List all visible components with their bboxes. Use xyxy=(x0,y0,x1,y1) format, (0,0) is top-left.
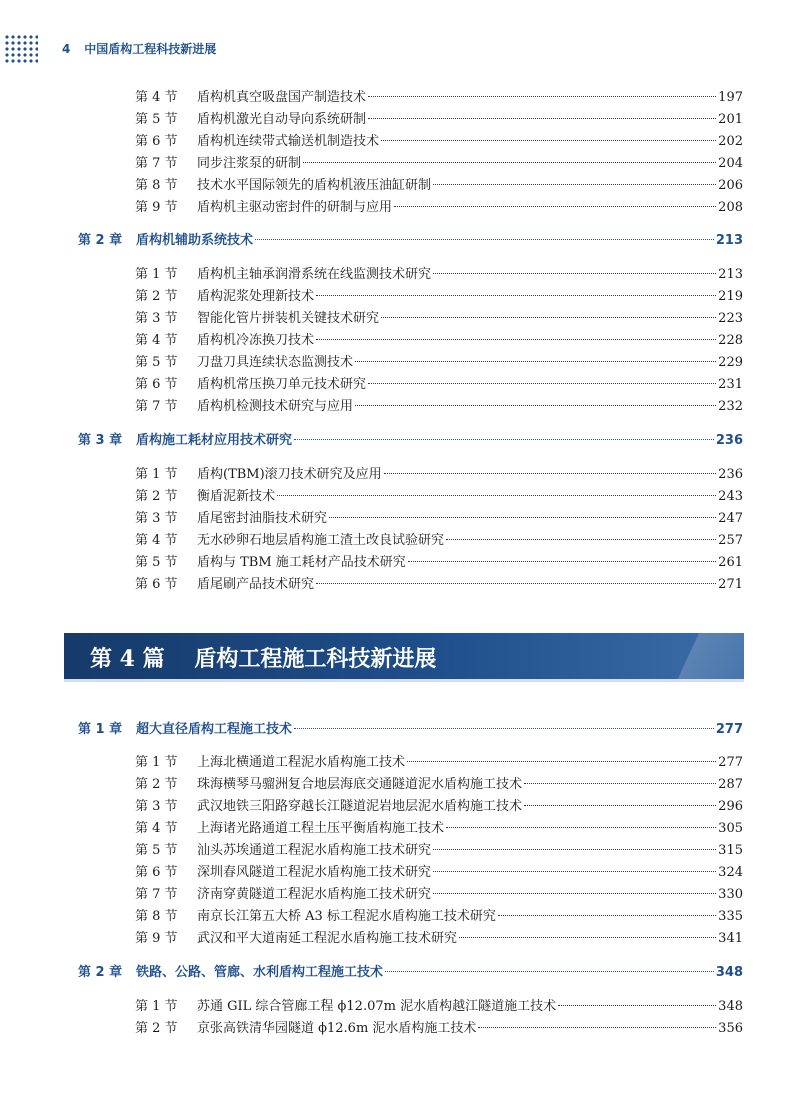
entry-page: 213 xyxy=(715,233,743,248)
toc-section-entry[interactable] xyxy=(135,89,743,107)
entry-label: 第 7 节 xyxy=(135,887,178,902)
entry-label: 第 1 节 xyxy=(135,267,178,282)
toc-section-entry[interactable] xyxy=(135,266,743,284)
dot-leader xyxy=(384,472,716,474)
entry-title: 珠海横琴马骝洲复合地层海底交通隧道泥水盾构施工技术 xyxy=(197,777,523,792)
entry-page: 305 xyxy=(718,821,743,836)
toc-section-entry[interactable] xyxy=(135,111,743,129)
banner-shadow xyxy=(64,679,744,682)
dot-leader xyxy=(385,970,714,972)
toc-section-entry[interactable] xyxy=(135,554,743,572)
entry-page: 232 xyxy=(718,399,743,414)
entry-page: 202 xyxy=(718,134,743,149)
dot-leader xyxy=(355,360,716,362)
entry-page: 315 xyxy=(718,843,743,858)
toc-section-entry[interactable] xyxy=(135,466,743,484)
toc-section-entry[interactable] xyxy=(135,332,743,350)
toc-section-entry[interactable] xyxy=(135,376,743,394)
entry-page: 231 xyxy=(718,377,743,392)
entry-title: 盾构机主驱动密封件的研制与应用 xyxy=(197,200,393,215)
entry-label: 第 5 节 xyxy=(135,843,178,858)
entry-title: 盾构泥浆处理新技术 xyxy=(197,289,315,304)
entry-title: 上海诸光路通道工程土压平衡盾构施工技术 xyxy=(197,821,445,836)
entry-title: 铁路、公路、管廊、水利盾构工程施工技术 xyxy=(136,965,384,980)
entry-title: 技术水平国际领先的盾构机液压油缸研制 xyxy=(197,178,432,193)
entry-label: 第 9 节 xyxy=(135,200,178,215)
header-book-title: 中国盾构工程科技新进展 xyxy=(84,42,217,56)
dot-leader xyxy=(277,494,716,496)
entry-label: 第 3 节 xyxy=(135,311,178,326)
entry-title: 智能化管片拼装机关键技术研究 xyxy=(197,311,380,326)
dot-leader xyxy=(329,516,716,518)
entry-label: 第 1 节 xyxy=(135,755,178,770)
toc-chapter-entry[interactable] xyxy=(78,232,743,250)
entry-label: 第 2 章 xyxy=(78,965,123,980)
entry-label: 第 7 节 xyxy=(135,156,178,171)
entry-label: 第 4 节 xyxy=(135,90,178,105)
entry-label: 第 1 章 xyxy=(78,722,123,737)
dot-leader xyxy=(459,936,716,938)
entry-title: 南京长江第五大桥 A3 标工程泥水盾构施工技术研究 xyxy=(197,909,496,924)
entry-label: 第 8 节 xyxy=(135,178,178,193)
entry-label: 第 2 章 xyxy=(78,233,123,248)
toc-section-entry[interactable] xyxy=(135,820,743,838)
toc-section-entry[interactable] xyxy=(135,930,743,948)
entry-page: 257 xyxy=(718,533,743,548)
entry-page: 204 xyxy=(718,156,743,171)
toc-section-entry[interactable] xyxy=(135,842,743,860)
toc-chapter-entry[interactable] xyxy=(78,432,743,450)
dot-leader xyxy=(558,1004,716,1006)
entry-title: 京张高铁清华园隧道 ϕ12.6m 泥水盾构施工技术 xyxy=(197,1021,477,1036)
entry-title: 盾构机激光自动导向系统研制 xyxy=(197,112,367,127)
entry-page: 287 xyxy=(718,777,743,792)
entry-title: 盾构(TBM)滚刀技术研究及应用 xyxy=(197,467,382,482)
entry-page: 348 xyxy=(718,999,743,1014)
entry-title: 汕头苏埃通道工程泥水盾构施工技术研究 xyxy=(197,843,432,858)
toc-section-entry[interactable] xyxy=(135,354,743,372)
entry-page: 213 xyxy=(718,267,743,282)
entry-title: 盾构机主轴承润滑系统在线监测技术研究 xyxy=(197,267,432,282)
entry-page: 236 xyxy=(718,467,743,482)
entry-title: 盾构机冷冻换刀技术 xyxy=(197,333,315,348)
dot-leader xyxy=(303,161,716,163)
dot-leader xyxy=(433,848,716,850)
entry-page: 228 xyxy=(718,333,743,348)
dot-leader xyxy=(316,582,716,584)
entry-page: 236 xyxy=(715,433,743,448)
entry-label: 第 3 章 xyxy=(78,433,123,448)
toc-section-entry[interactable] xyxy=(135,754,743,772)
toc-section-entry[interactable] xyxy=(135,798,743,816)
toc-section-entry[interactable] xyxy=(135,776,743,794)
dot-leader xyxy=(407,760,716,762)
part-banner xyxy=(64,633,744,679)
part-label: 第 4 篇 xyxy=(90,646,165,672)
entry-page: 229 xyxy=(718,355,743,370)
dot-leader xyxy=(446,826,716,828)
entry-title: 盾构机常压换刀单元技术研究 xyxy=(197,377,367,392)
entry-label: 第 5 节 xyxy=(135,112,178,127)
dot-leader xyxy=(316,294,716,296)
entry-label: 第 9 节 xyxy=(135,931,178,946)
entry-title: 济南穿黄隧道工程泥水盾构施工技术研究 xyxy=(197,887,432,902)
entry-title: 盾构施工耗材应用技术研究 xyxy=(136,433,293,448)
entry-label: 第 4 节 xyxy=(135,821,178,836)
dot-leader xyxy=(394,205,716,207)
entry-page: 219 xyxy=(718,289,743,304)
decorative-dot-pattern xyxy=(4,34,38,64)
toc-section-entry[interactable] xyxy=(135,398,743,416)
dot-leader xyxy=(316,338,716,340)
toc-section-entry[interactable] xyxy=(135,288,743,306)
toc-section-entry[interactable] xyxy=(135,177,743,195)
entry-label: 第 7 节 xyxy=(135,399,178,414)
dot-leader xyxy=(498,914,716,916)
entry-title: 盾构机连续带式输送机制造技术 xyxy=(197,134,380,149)
entry-title: 盾构机真空吸盘国产制造技术 xyxy=(197,90,367,105)
dot-leader xyxy=(433,183,716,185)
entry-page: 335 xyxy=(718,909,743,924)
entry-page: 348 xyxy=(715,965,743,980)
dot-leader xyxy=(433,272,716,274)
dot-leader xyxy=(368,95,716,97)
entry-label: 第 1 节 xyxy=(135,467,178,482)
toc-chapter-entry[interactable] xyxy=(78,964,743,982)
entry-title: 盾尾刷产品技术研究 xyxy=(197,577,315,592)
dot-leader xyxy=(381,139,716,141)
dot-leader xyxy=(255,238,714,240)
dot-leader xyxy=(294,438,714,440)
entry-page: 296 xyxy=(718,799,743,814)
dot-leader xyxy=(294,727,714,729)
entry-label: 第 6 节 xyxy=(135,377,178,392)
entry-label: 第 2 节 xyxy=(135,489,178,504)
toc-section-entry[interactable] xyxy=(135,510,743,528)
dot-leader xyxy=(368,117,716,119)
entry-label: 第 1 节 xyxy=(135,999,178,1014)
entry-title: 盾构机检测技术研究与应用 xyxy=(197,399,354,414)
toc-section-entry[interactable] xyxy=(135,908,743,926)
entry-label: 第 4 节 xyxy=(135,533,178,548)
entry-page: 208 xyxy=(718,200,743,215)
entry-title: 盾构机辅助系统技术 xyxy=(136,233,254,248)
entry-title: 无水砂卵石地层盾构施工渣土改良试验研究 xyxy=(197,533,445,548)
dot-leader xyxy=(355,404,716,406)
dot-leader xyxy=(368,382,716,384)
entry-label: 第 5 节 xyxy=(135,555,178,570)
entry-label: 第 6 节 xyxy=(135,134,178,149)
toc-section-entry[interactable] xyxy=(135,1020,743,1038)
dot-leader xyxy=(478,1026,716,1028)
entry-page: 201 xyxy=(718,112,743,127)
toc-section-entry[interactable] xyxy=(135,488,743,506)
entry-page: 324 xyxy=(718,865,743,880)
entry-page: 341 xyxy=(718,931,743,946)
entry-title: 衡盾泥新技术 xyxy=(197,489,276,504)
entry-page: 243 xyxy=(718,489,743,504)
entry-label: 第 2 节 xyxy=(135,777,178,792)
entry-page: 206 xyxy=(718,178,743,193)
dot-leader xyxy=(446,538,716,540)
running-header xyxy=(62,40,216,57)
dot-leader xyxy=(433,870,716,872)
entry-page: 197 xyxy=(718,90,743,105)
entry-page: 247 xyxy=(718,511,743,526)
entry-title: 深圳春风隧道工程泥水盾构施工技术研究 xyxy=(197,865,432,880)
dot-leader xyxy=(433,892,716,894)
entry-title: 苏通 GIL 综合管廊工程 ϕ12.07m 泥水盾构越江隧道施工技术 xyxy=(197,999,557,1014)
entry-label: 第 2 节 xyxy=(135,289,178,304)
entry-label: 第 5 节 xyxy=(135,355,178,370)
entry-title: 超大直径盾构工程施工技术 xyxy=(136,722,293,737)
entry-label: 第 4 节 xyxy=(135,333,178,348)
toc-chapter-entry[interactable] xyxy=(78,721,743,739)
entry-title: 上海北横通道工程泥水盾构施工技术 xyxy=(197,755,406,770)
entry-label: 第 6 节 xyxy=(135,577,178,592)
dot-leader xyxy=(524,782,716,784)
toc-section-entry[interactable] xyxy=(135,199,743,217)
entry-title: 同步注浆泵的研制 xyxy=(197,156,302,171)
part-title: 盾构工程施工科技新进展 xyxy=(194,646,437,672)
entry-label: 第 6 节 xyxy=(135,865,178,880)
dot-leader xyxy=(408,560,716,562)
toc-section-entry[interactable] xyxy=(135,576,743,594)
toc-section-entry[interactable] xyxy=(135,998,743,1016)
toc-section-entry[interactable] xyxy=(135,155,743,173)
entry-title: 武汉地铁三阳路穿越长江隧道泥岩地层泥水盾构施工技术 xyxy=(197,799,523,814)
entry-page: 356 xyxy=(718,1021,743,1036)
dot-leader xyxy=(524,804,716,806)
entry-label: 第 8 节 xyxy=(135,909,178,924)
entry-page: 223 xyxy=(718,311,743,326)
entry-title: 盾构与 TBM 施工耗材产品技术研究 xyxy=(197,555,406,570)
entry-page: 271 xyxy=(718,577,743,592)
toc-section-entry[interactable] xyxy=(135,864,743,882)
toc-section-entry[interactable] xyxy=(135,532,743,550)
header-page-number: 4 xyxy=(62,42,71,56)
entry-title: 盾尾密封油脂技术研究 xyxy=(197,511,328,526)
entry-label: 第 3 节 xyxy=(135,511,178,526)
toc-section-entry[interactable] xyxy=(135,886,743,904)
toc-section-entry[interactable] xyxy=(135,310,743,328)
entry-label: 第 3 节 xyxy=(135,799,178,814)
entry-label: 第 2 节 xyxy=(135,1021,178,1036)
entry-page: 277 xyxy=(715,722,743,737)
toc-section-entry[interactable] xyxy=(135,133,743,151)
entry-page: 261 xyxy=(718,555,743,570)
entry-page: 277 xyxy=(718,755,743,770)
entry-title: 武汉和平大道南延工程泥水盾构施工技术研究 xyxy=(197,931,458,946)
entry-page: 330 xyxy=(718,887,743,902)
dot-leader xyxy=(381,316,716,318)
entry-title: 刀盘刀具连续状态监测技术 xyxy=(197,355,354,370)
